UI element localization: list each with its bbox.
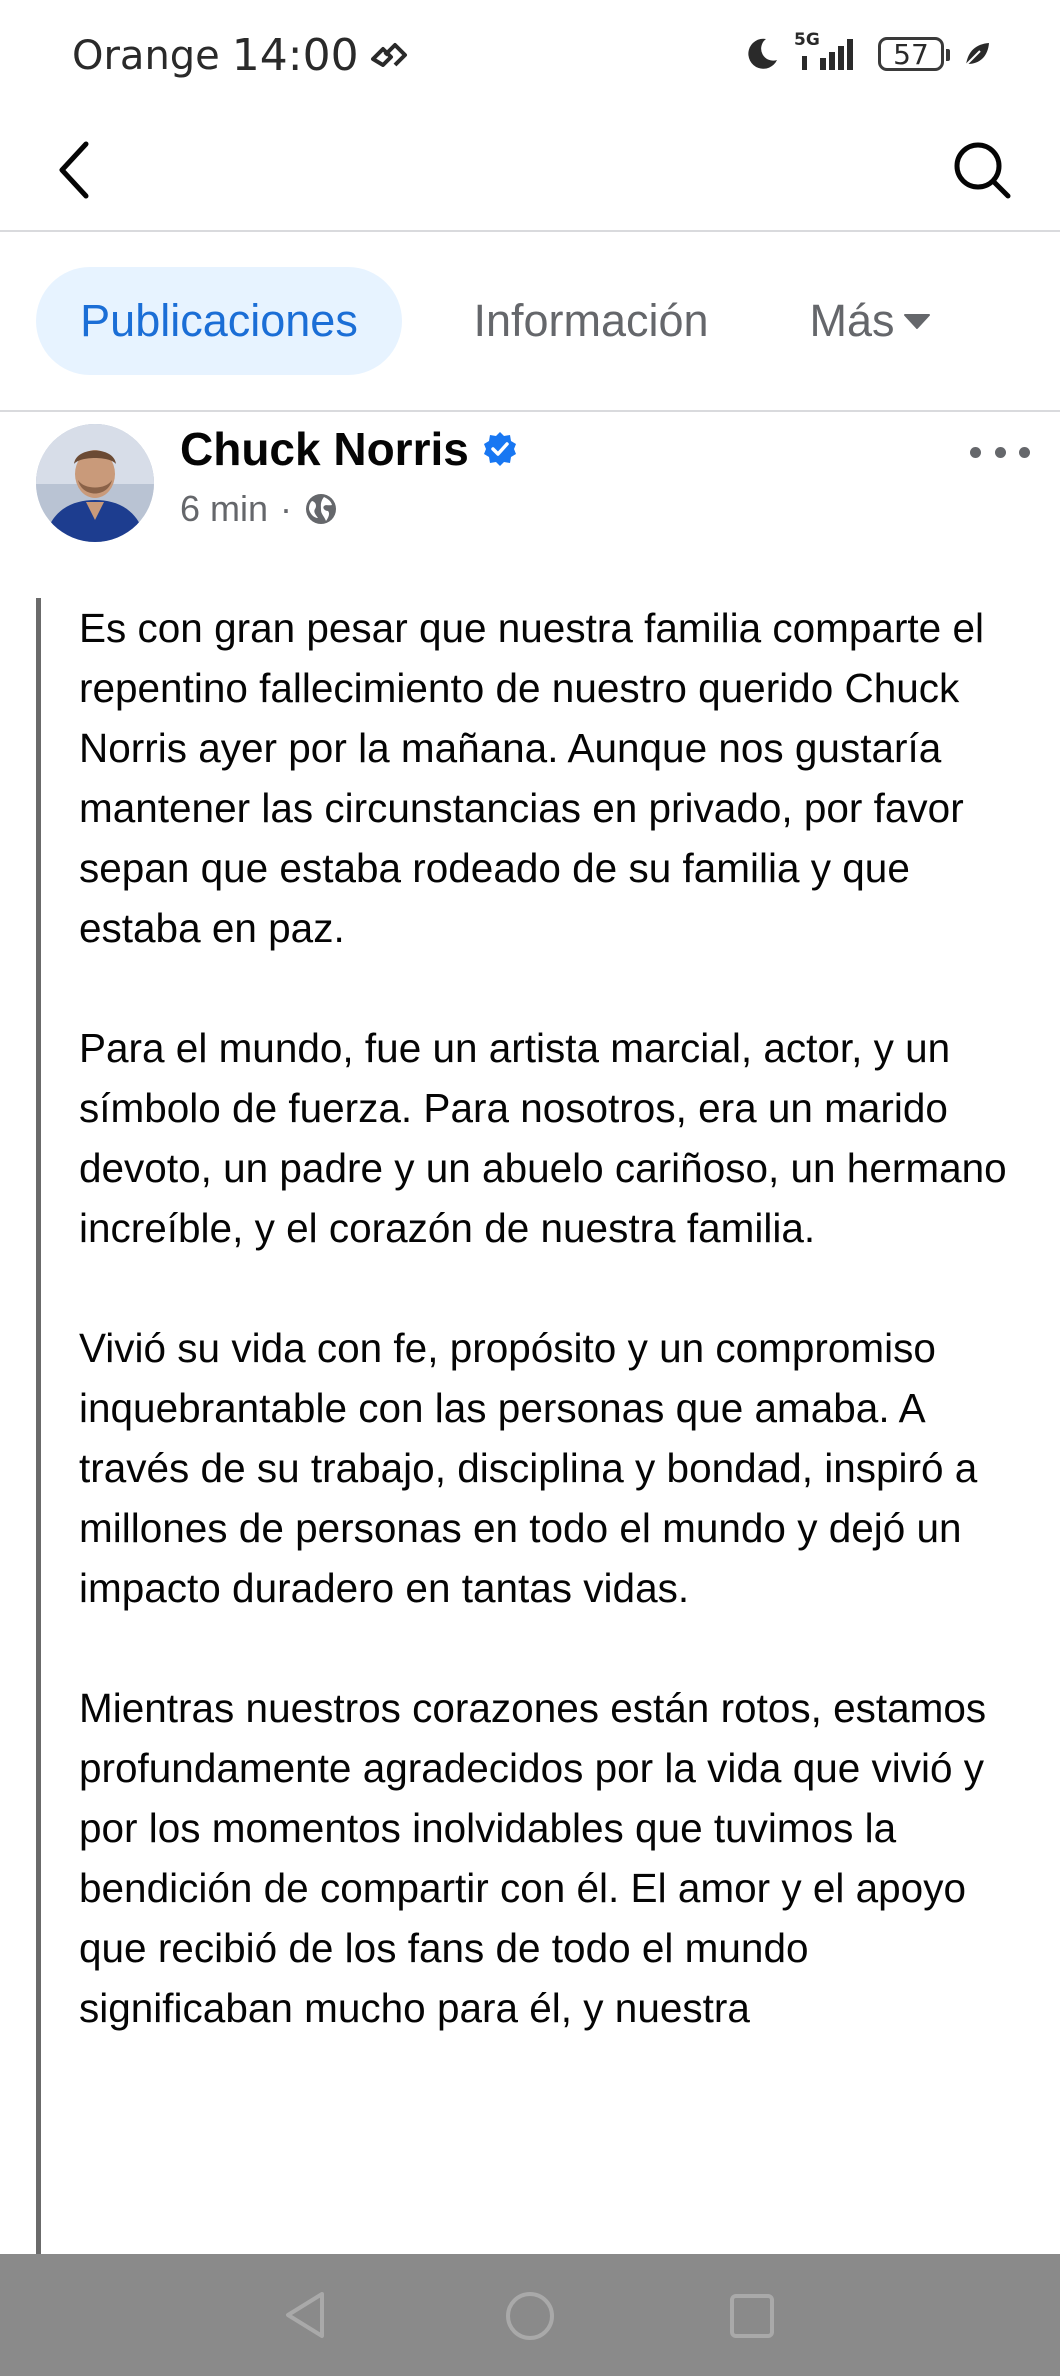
post-paragraph: Vivió su vida con fe, propósito y un compromiso inquebrantable con las personas que amaba. A través de su trabajo, disciplina y bondad, inspiró a millones de personas en todo el mundo y dejó un impacto duradero en tantas vidas. <box>79 1325 978 1611</box>
caret-down-icon <box>903 312 931 330</box>
dot-icon <box>995 447 1006 458</box>
system-home-button[interactable] <box>504 2290 556 2347</box>
verified-badge-icon <box>481 430 519 468</box>
post-time[interactable]: 6 min <box>180 488 269 529</box>
status-right <box>730 30 992 74</box>
dot-icon <box>970 447 981 458</box>
search-button[interactable] <box>944 132 1020 208</box>
triangle-back-icon <box>282 2290 328 2340</box>
tab-label: Información <box>473 295 709 346</box>
tab-label: Publicaciones <box>80 295 358 346</box>
data-saver-icon <box>369 41 409 71</box>
profile-tabs <box>0 232 1060 412</box>
status-left <box>72 30 409 81</box>
status-bar <box>0 0 1060 110</box>
post-text <box>41 598 1031 2038</box>
system-navigation-bar <box>0 2254 1060 2376</box>
post-body <box>36 598 1031 2258</box>
network-type: 5G <box>794 30 820 50</box>
more-options-button[interactable] <box>970 432 1030 472</box>
status-time: 14:00 <box>231 30 359 81</box>
leaf-icon <box>962 39 992 69</box>
avatar[interactable] <box>36 424 154 542</box>
battery-level: 57 <box>893 37 929 71</box>
dot-icon <box>1019 447 1030 458</box>
page-header <box>0 110 1060 232</box>
back-button[interactable] <box>44 132 104 208</box>
author-name[interactable]: Chuck Norris <box>180 423 469 475</box>
battery-icon <box>878 37 944 71</box>
post-paragraph: Mientras nuestros corazones están rotos, estamos profundamente agradecidos por la vida que vivió y por los momentos inolvidables que tuvimos la bendición de compartir con él. El amor y el apoyo que recibió de los fans de todo el mundo significaban mucho para él, y nuestra <box>79 1685 987 2031</box>
meta-separator: · <box>280 488 293 529</box>
back-arrow-icon <box>54 140 94 200</box>
search-icon <box>951 139 1013 201</box>
post-paragraph: Es con gran pesar que nuestra familia comparte el repentino fallecimiento de nuestro querido Chuck Norris ayer por la mañana. Aunque nos gustaría mantener las circunstancias en privado, por favor sepan que estaba rodeado de su familia y que estaba en paz. <box>79 605 984 951</box>
dnd-moon-icon <box>744 36 780 72</box>
post-meta <box>180 488 338 530</box>
post-paragraph: Para el mundo, fue un artista marcial, actor, y un símbolo de fuerza. Para nosotros, era un marido devoto, un padre y un abuelo cariñoso, un hermano increíble, y el corazón de nuestra familia. <box>79 1025 1007 1251</box>
system-back-button[interactable] <box>282 2290 328 2345</box>
signal-icon <box>794 30 864 74</box>
carrier-name: Orange <box>72 32 220 79</box>
tab-mas[interactable] <box>800 267 940 375</box>
post-header <box>0 412 1060 552</box>
circle-home-icon <box>504 2290 556 2342</box>
square-recents-icon <box>728 2292 776 2340</box>
globe-icon <box>304 492 338 526</box>
author-row <box>180 422 519 476</box>
tab-label: Más <box>809 295 895 346</box>
tab-publicaciones[interactable] <box>36 267 402 375</box>
system-recents-button[interactable] <box>728 2292 776 2345</box>
tab-informacion[interactable] <box>446 267 736 375</box>
